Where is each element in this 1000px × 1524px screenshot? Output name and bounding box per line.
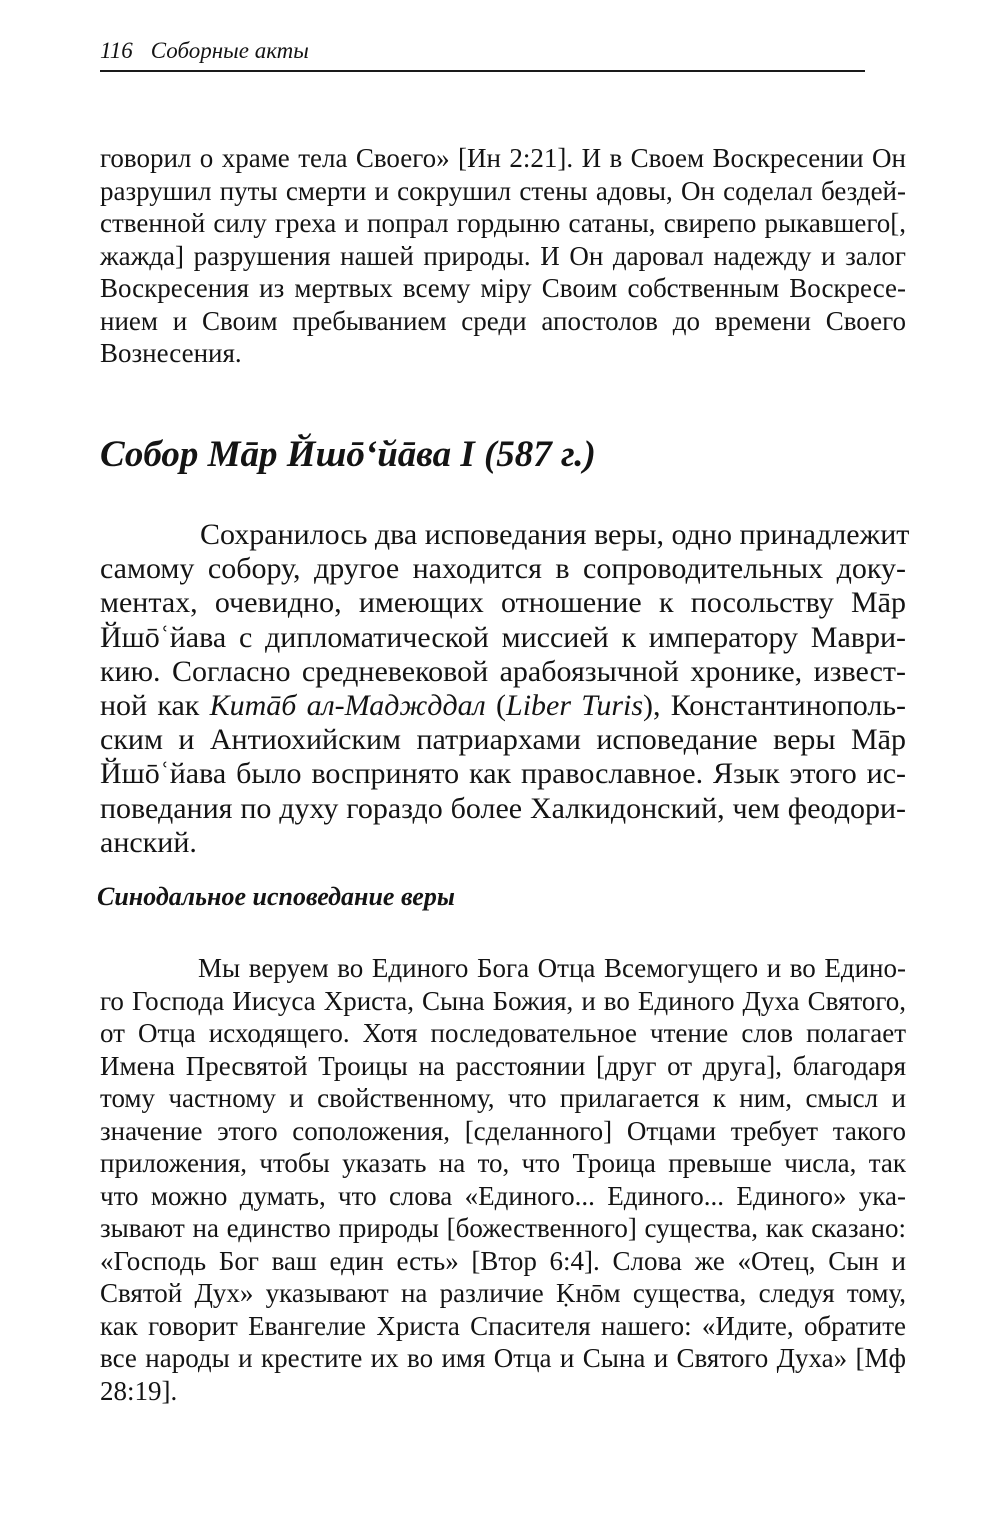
paragraph-1 bbox=[100, 142, 906, 370]
text-line: жажда] разрушения нашей природы. И Он даровал надежду и залог bbox=[100, 240, 906, 271]
text-line: 28:19]. bbox=[100, 1375, 178, 1406]
section-heading: Собор Мāр Йшō‘йāва I (587 г.) bbox=[100, 434, 596, 475]
text-line-with-italics bbox=[100, 689, 906, 723]
text-line: Йшōʿйава с дипломатической миссией к императору Маври- bbox=[100, 620, 906, 654]
text-line: кию. Согласно средневековой арабоязычной хронике, извест- bbox=[100, 654, 906, 688]
text-line: приложения, чтобы указать на то, что Троица превыше числа, так bbox=[100, 1148, 906, 1178]
text-line: Вознесения. bbox=[100, 338, 242, 368]
latin-title-italic: Liber Turis bbox=[506, 689, 643, 723]
running-header bbox=[100, 36, 865, 72]
text-line: что можно думать, что слова «Единого... Единого... Единого» ука- bbox=[100, 1180, 906, 1211]
text-line: нием и Своим пребыванием среди апостолов до времени Своего bbox=[100, 305, 906, 336]
text-run: ), Константинополь- bbox=[643, 689, 907, 723]
text-line: говорил о храме тела Своего» [Ин 2:21]. И в Своем Воскресении Он bbox=[100, 143, 906, 173]
text-line: «Господь Бог ваш един есть» [Втор 6:4]. Слова же «Отец, Сын и bbox=[100, 1245, 906, 1276]
paragraph-2 bbox=[100, 518, 910, 860]
text-line: ственной силу греха и попрал гордыню сатаны, свирепо рыкавшего[, bbox=[100, 208, 906, 238]
text-line: ментах, очевидно, имеющих отношение к посольству Мāр bbox=[100, 586, 906, 620]
text-line: самому собору, другое находится в сопроводительных доку- bbox=[100, 552, 906, 586]
text-line: значение этого соположения, [сделанного] Отцами требует такого bbox=[100, 1115, 906, 1146]
text-line: Йшōʿйава было воспринято как православное. Язык этого ис- bbox=[100, 757, 906, 791]
text-line: Сохранилось два исповедания веры, одно принадлежит bbox=[200, 518, 910, 551]
text-line: тому частному и свойственному, что прилагается к ним, смысл и bbox=[100, 1083, 906, 1113]
text-run: ной как bbox=[100, 689, 210, 723]
subsection-heading: Синодальное исповедание веры bbox=[97, 882, 455, 911]
text-line: Воскресения из мертвых всему міру Своим собственным Воскресе- bbox=[100, 273, 906, 303]
text-line: ским и Антиохийским патриархами исповедание веры Мāр bbox=[100, 723, 906, 757]
text-line: как говорит Евангелие Христа Спасителя нашего: «Идите, обратите bbox=[100, 1310, 906, 1341]
text-line: от Отца исходящего. Хотя последовательное чтение слов полагает bbox=[100, 1018, 906, 1048]
text-line: Имена Пресвятой Троицы на расстоянии [друг от друга], благодаря bbox=[100, 1050, 906, 1081]
text-line: поведания по духу гораздо более Халкидонский, чем феодори- bbox=[100, 791, 906, 825]
text-line: зывают на единство природы [божественного] существа, как сказано: bbox=[100, 1213, 906, 1243]
paragraph-3 bbox=[100, 952, 906, 1407]
text-line: анский. bbox=[100, 825, 197, 859]
running-title: Соборные акты bbox=[150, 38, 309, 63]
text-line: разрушил путы смерти и сокрушил стены адовы, Он соделал бездей- bbox=[100, 175, 906, 206]
text-run: ( bbox=[485, 689, 507, 723]
text-line: все народы и крестите их во имя Отца и Сына и Святого Духа» [Мф bbox=[100, 1343, 906, 1373]
text-line: Святой Дух» указывают на различие Ḳнōм существа, следуя тому, bbox=[100, 1278, 906, 1308]
page-number: 116 bbox=[100, 38, 133, 63]
book-title-italic: Китāб ал-Маджддал bbox=[209, 689, 486, 723]
text-line: го Господа Иисуса Христа, Сына Божия, и во Единого Духа Святого, bbox=[100, 985, 906, 1016]
text-line: Мы веруем во Единого Бога Отца Всемогущего и во Едино- bbox=[198, 953, 906, 983]
